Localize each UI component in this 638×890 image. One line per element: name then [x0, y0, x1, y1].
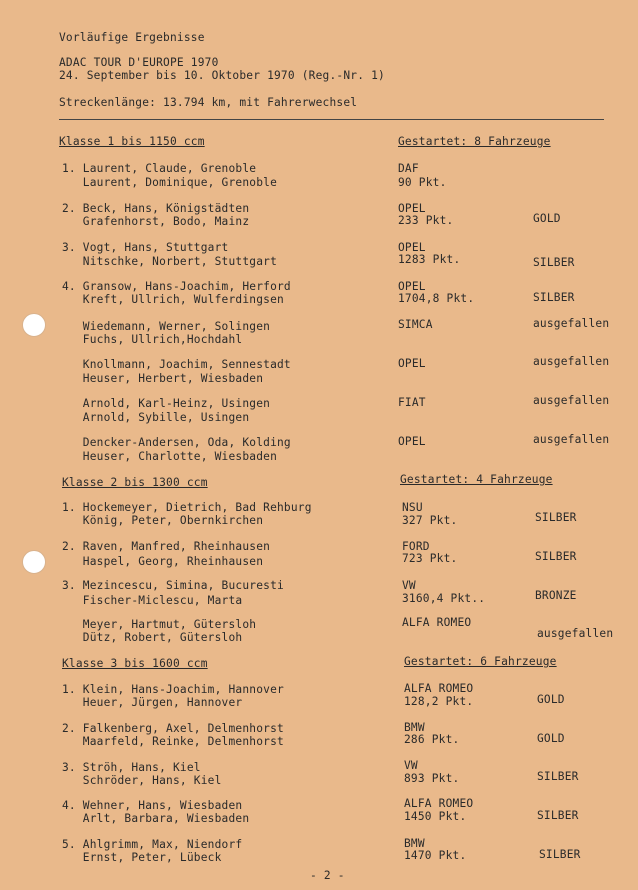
driver-line: Dencker-Andersen, Oda, Kolding: [62, 436, 291, 449]
driver-line: 2. Raven, Manfred, Rheinhausen: [62, 540, 271, 553]
driver-line: 1. Klein, Hans-Joachim, Hannover: [62, 683, 284, 696]
points: 90 Pkt.: [398, 176, 447, 189]
points: 327 Pkt.: [402, 514, 458, 527]
driver-line: Heuser, Herbert, Wiesbaden: [62, 372, 264, 385]
driver-line: 1. Laurent, Claude, Grenoble: [62, 162, 257, 175]
driver-line: Dütz, Robert, Gütersloh: [62, 631, 243, 644]
points: 128,2 Pkt.: [404, 695, 474, 708]
car-make: FORD: [402, 540, 430, 553]
car-make: OPEL: [398, 357, 426, 370]
driver-line: 2. Falkenberg, Axel, Delmenhorst: [62, 722, 284, 735]
status: ausgefallen: [533, 317, 610, 330]
car-make: NSU: [402, 501, 423, 514]
driver-line: Fischer-Miclescu, Marta: [62, 594, 243, 607]
header-line-2: ADAC TOUR D'EUROPE 1970: [59, 56, 219, 69]
driver-line: Arnold, Sybille, Usingen: [62, 411, 250, 424]
car-make: BMW: [404, 837, 425, 850]
points: 1470 Pkt.: [404, 849, 467, 862]
points: 3160,4 Pkt..: [402, 592, 486, 605]
driver-line: 3. Mezincescu, Simina, Bucuresti: [62, 579, 284, 592]
class-title: Klasse 2 bis 1300 ccm: [62, 476, 208, 489]
award: GOLD: [537, 732, 565, 745]
car-make: ALFA ROMEO: [404, 797, 474, 810]
driver-line: 3. Vogt, Hans, Stuttgart: [62, 241, 229, 254]
punch-hole: [22, 550, 46, 574]
award: SILBER: [539, 848, 581, 861]
driver-line: Arnold, Karl-Heinz, Usingen: [62, 397, 271, 410]
driver-line: Nitschke, Norbert, Stuttgart: [62, 255, 277, 268]
points: 723 Pkt.: [402, 552, 458, 565]
status: ausgefallen: [537, 627, 614, 640]
driver-line: Fuchs, Ullrich,Hochdahl: [62, 333, 243, 346]
car-make: OPEL: [398, 241, 426, 254]
punch-hole: [22, 313, 46, 337]
award: SILBER: [537, 770, 579, 783]
header-line-1: Vorläufige Ergebnisse: [59, 31, 205, 44]
driver-line: Laurent, Dominique, Grenoble: [62, 176, 277, 189]
points: 1283 Pkt.: [398, 253, 461, 266]
award: GOLD: [537, 693, 565, 706]
status: ausgefallen: [533, 433, 610, 446]
driver-line: Heuer, Jürgen, Hannover: [62, 696, 243, 709]
driver-line: Heuser, Charlotte, Wiesbaden: [62, 450, 277, 463]
header-line-3: 24. September bis 10. Oktober 1970 (Reg.-Nr. 1): [59, 69, 385, 82]
driver-line: 2. Beck, Hans, Königstädten: [62, 202, 250, 215]
points: 1450 Pkt.: [404, 810, 467, 823]
points: 893 Pkt.: [404, 772, 460, 785]
class-started: Gestartet: 8 Fahrzeuge: [398, 135, 551, 148]
class-title: Klasse 1 bis 1150 ccm: [59, 135, 205, 148]
award: SILBER: [533, 256, 575, 269]
points: 233 Pkt.: [398, 214, 454, 227]
driver-line: 1. Hockemeyer, Dietrich, Bad Rehburg: [62, 501, 312, 514]
divider-line: [59, 119, 604, 120]
driver-line: Knollmann, Joachim, Sennestadt: [62, 358, 291, 371]
driver-line: Kreft, Ullrich, Wulferdingsen: [62, 293, 284, 306]
driver-line: 5. Ahlgrimm, Max, Niendorf: [62, 838, 243, 851]
car-make: SIMCA: [398, 318, 433, 331]
car-make: BMW: [404, 721, 425, 734]
driver-line: Wiedemann, Werner, Solingen: [62, 320, 271, 333]
driver-line: Maarfeld, Reinke, Delmenhorst: [62, 735, 284, 748]
award: SILBER: [537, 809, 579, 822]
driver-line: Grafenhorst, Bodo, Mainz: [62, 215, 250, 228]
car-make: OPEL: [398, 202, 426, 215]
award: SILBER: [535, 511, 577, 524]
status: ausgefallen: [533, 355, 610, 368]
award: SILBER: [535, 550, 577, 563]
car-make: DAF: [398, 162, 419, 175]
class-started: Gestartet: 4 Fahrzeuge: [400, 473, 553, 486]
driver-line: Meyer, Hartmut, Gütersloh: [62, 618, 257, 631]
page-number: - 2 -: [310, 869, 345, 882]
status: ausgefallen: [533, 394, 610, 407]
car-make: OPEL: [398, 280, 426, 293]
car-make: ALFA ROMEO: [404, 682, 474, 695]
award: SILBER: [533, 291, 575, 304]
car-make: VW: [402, 579, 416, 592]
car-make: VW: [404, 759, 418, 772]
driver-line: Arlt, Barbara, Wiesbaden: [62, 812, 250, 825]
driver-line: Ernst, Peter, Lübeck: [62, 851, 222, 864]
driver-line: 3. Ströh, Hans, Kiel: [62, 761, 201, 774]
driver-line: König, Peter, Obernkirchen: [62, 514, 264, 527]
car-make: OPEL: [398, 435, 426, 448]
car-make: FIAT: [398, 396, 426, 409]
driver-line: 4. Wehner, Hans, Wiesbaden: [62, 799, 243, 812]
driver-line: Schröder, Hans, Kiel: [62, 774, 222, 787]
class-title: Klasse 3 bis 1600 ccm: [62, 657, 208, 670]
award: BRONZE: [535, 589, 577, 602]
class-started: Gestartet: 6 Fahrzeuge: [404, 655, 557, 668]
award: GOLD: [533, 212, 561, 225]
points: 1704,8 Pkt.: [398, 292, 475, 305]
header-line-4: Streckenlänge: 13.794 km, mit Fahrerwechsel: [59, 96, 358, 109]
driver-line: 4. Gransow, Hans-Joachim, Herford: [62, 280, 291, 293]
points: 286 Pkt.: [404, 733, 460, 746]
car-make: ALFA ROMEO: [402, 616, 472, 629]
driver-line: Haspel, Georg, Rheinhausen: [62, 555, 264, 568]
